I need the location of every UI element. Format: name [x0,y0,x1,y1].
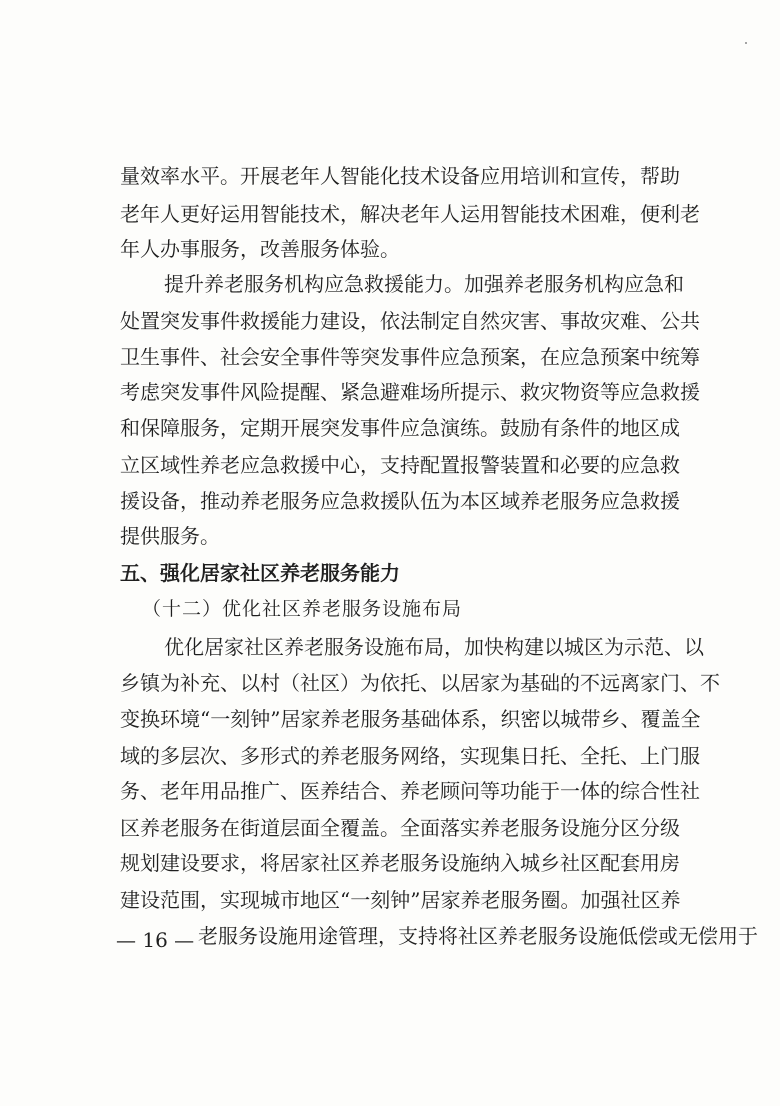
paragraph-3-line-1: 优化居家社区养老服务设施布局，加快构建以城区为示范、以 [164,635,704,659]
paragraph-2-line-5: 和保障服务，定期开展突发事件应急演练。鼓励有条件的地区成 [120,416,680,440]
paragraph-1-line-1: 量效率水平。开展老年人智能化技术设备应用培训和宣传，帮助 [120,164,680,188]
scan-speck [745,42,747,44]
paragraph-3-line-9: 老服务设施用途管理，支持将社区养老服务设施低偿或无偿用于 [198,924,758,948]
paragraph-3-line-3: 变换环境“一刻钟”居家养老服务基础体系，织密以城带乡、覆盖全 [120,707,701,731]
paragraph-2-line-4: 考虑突发事件风险提醒、紧急避难场所提示、救灾物资等应急救援 [120,380,700,404]
section-heading: 五、强化居家社区养老服务能力 [120,561,400,585]
paragraph-2-line-6: 立区域性养老应急救援中心，支持配置报警装置和必要的应急救 [120,453,680,477]
paragraph-2-line-8: 提供服务。 [120,524,220,548]
paragraph-1-line-3: 年人办事服务，改善服务体验。 [120,237,400,261]
paragraph-3-line-8: 建设范围，实现城市地区“一刻钟”居家养老服务圈。加强社区养 [120,888,681,912]
paragraph-3-line-2: 乡镇为补充、以村（社区）为依托、以居家为基础的不远离家门、不 [120,671,720,695]
paragraph-3-line-4: 域的多层次、多形式的养老服务网络，实现集日托、全托、上门服 [120,744,700,768]
paragraph-1-line-2: 老年人更好运用智能技术，解决老年人运用智能技术困难，便利老 [120,202,700,226]
paragraph-2-line-2: 处置突发事件救援能力建设，依法制定自然灾害、事故灾难、公共 [120,309,700,333]
page-number: — 16 — [116,928,195,952]
subsection-heading: （十二）优化社区养老服务设施布局 [142,598,463,620]
paragraph-2-line-7: 援设备，推动养老服务应急救援队伍为本区域养老服务应急救援 [120,489,680,513]
paragraph-3-line-6: 区养老服务在街道层面全覆盖。全面落实养老服务设施分区分级 [120,816,680,840]
paragraph-2-line-1: 提升养老服务机构应急救援能力。加强养老服务机构应急和 [164,272,684,296]
paragraph-3-line-7: 规划建设要求，将居家社区养老服务设施纳入城乡社区配套用房 [120,851,680,875]
paragraph-3-line-5: 务、老年用品推广、医养结合、养老顾问等功能于一体的综合性社 [120,779,700,803]
paragraph-2-line-3: 卫生事件、社会安全事件等突发事件应急预案，在应急预案中统筹 [120,345,700,369]
